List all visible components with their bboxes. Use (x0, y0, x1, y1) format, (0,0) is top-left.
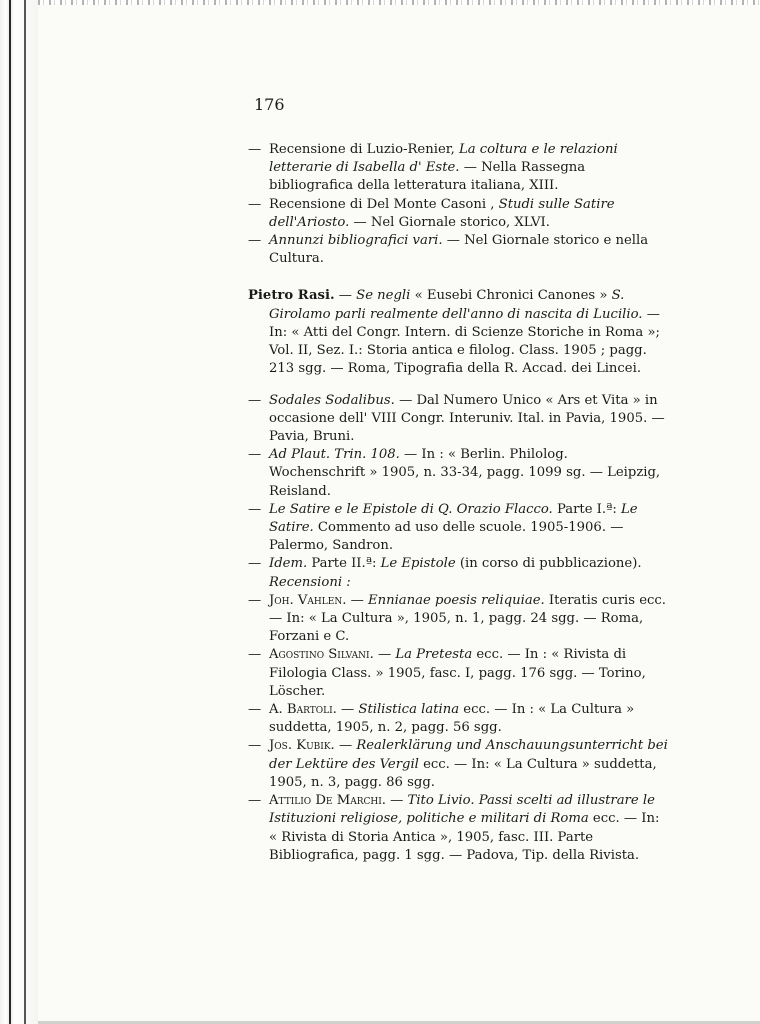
review-de-marchi: — Attilio De Marchi. — Tito Livio. Passi scelti ad illustrare le Istituzioni religiose, politiche e militari di Roma ecc. — In: « Rivista di Storia Antica », 1905, fasc. III. Parte Bibliografica, pagg. 1 sgg. — Padova, Tip. della Rivista. (248, 793, 660, 863)
page-binding-edge (0, 0, 38, 1024)
review-kubik: — Jos. Kubik. — Realerklärung und Anschauungsunterricht bei der Lektüre des Vergil ecc. — In: « La Cultura » suddetta, 1905, n. 3, pagg. 86 sgg. (248, 738, 668, 790)
review-silvani: — Agostino Silvani. — La Pretesta ecc. — In : « Rivista di Filologia Class. » 1905, fasc. I, pagg. 176 sgg. — Torino, Löscher. (248, 647, 646, 699)
entry-ad-plaut: — Ad Plaut. Trin. 108. — In : « Berlin. Philolog. Wochenschrift » 1905, n. 33-34, pagg. 1099 sg. — Leipzig, Reisland. (248, 447, 661, 499)
entry-annunzi: — Annunzi bibliografici vari. — Nel Giornale storico e nella Cultura. (248, 233, 649, 267)
entry-pietro-rasi: Pietro Rasi. — Se negli « Eusebi Chronici Canones » S. Girolamo parli realmente dell'anno di nascita di Lucilio. — In: « Atti del Congr. Intern. di Scienze Storiche in Roma »; Vol. II, Sez. I.: Storia antica e filolog. Class. 1905 ; pagg. 213 sgg. — Roma, Tipografia della R. Accad. dei Lincei. (248, 288, 660, 377)
review-vahlen: — Joh. Vahlen. — Ennianae poesis reliquiae. Iteratis curis ecc. — In: « La Cultura », 1905, n. 1, pagg. 24 sgg. — Roma, Forzani e C. (248, 592, 666, 645)
scan-top-edge (38, 0, 760, 5)
binding-line (9, 0, 11, 1024)
binding-line (24, 0, 26, 1024)
entry-satire-epistole: — Le Satire e le Epistole di Q. Orazio Flacco. Parte I.ª: Le Satire. Commento ad uso delle scuole. 1905-1906. — Palermo, Sandron. (248, 501, 638, 554)
entry-sodales: — Sodales Sodalibus. — Dal Numero Unico « Ars et Vita » in occasione dell' VIII Congr. Interuniv. Ital. in Pavia, 1905. — Pavia, Bruni. (248, 392, 665, 445)
entry-del-monte-casoni: — Recensione di Del Monte Casoni , Studi sulle Satire dell'Ariosto. — Nel Giornale storico, XLVI. (248, 196, 615, 230)
entry-idem: — Idem. Parte II.ª: Le Epistole (in corso di pubblicazione). (248, 556, 642, 572)
bibliography-text (248, 141, 668, 865)
review-bartoli: — A. Bartoli. — Stilistica latina ecc. — In : « La Cultura » suddetta, 1905, n. 2, pagg. 56 sgg. (248, 702, 635, 736)
page-number: 176 (254, 95, 285, 114)
recensioni-heading: Recensioni : (269, 574, 351, 590)
entry-luzio-renier: — Recensione di Luzio-Renier, La coltura e le relazioni letterarie di Isabella d' Este. — Nella Rassegna bibliografica della letteratura italiana, XIII. (248, 142, 618, 194)
author-name: Pietro Rasi. (248, 288, 335, 304)
